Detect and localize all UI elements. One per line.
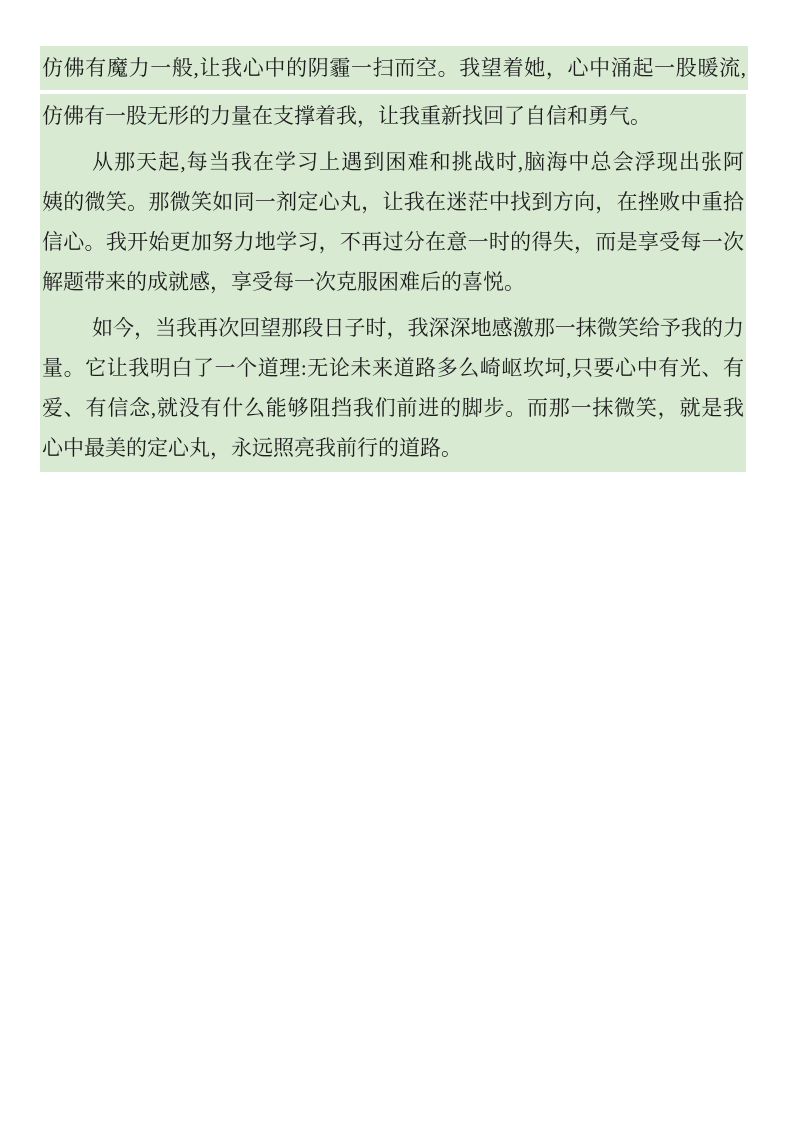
text-line: 姨的微笑。那微笑如同一剂定心丸，让我在迷茫中找到方向，在挫败中重拾 — [42, 190, 744, 214]
highlighted-line-paragraph1-line1: 仿佛有魔力一般,让我心中的阴霾一扫而空。我望着她，心中涌起一股暖流, — [40, 46, 748, 90]
text-line: 从那天起,每当我在学习上遇到困难和挑战时,脑海中总会浮现出张阿 — [92, 150, 744, 174]
essay-text-area — [40, 46, 748, 472]
paragraph-3 — [40, 308, 746, 468]
text-line: 解题带来的成就感，享受每一次克服困难后的喜悦。 — [42, 270, 525, 294]
text-line: 如今，当我再次回望那段日子时，我深深地感激那一抹微笑给予我的力 — [92, 316, 744, 340]
paragraph-1-continuation — [40, 96, 746, 136]
paragraph-2 — [40, 142, 746, 302]
text-line: 仿佛有一股无形的力量在支撑着我，让我重新找回了自信和勇气。 — [42, 104, 651, 128]
text-line: 爱、有信念,就没有什么能够阻挡我们前进的脚步。而那一抹微笑，就是我 — [42, 396, 744, 420]
text-line: 心中最美的定心丸，永远照亮我前行的道路。 — [42, 436, 462, 460]
highlighted-text-block — [40, 94, 746, 472]
text-line: 量。它让我明白了一个道理:无论未来道路多么崎岖坎坷,只要心中有光、有 — [42, 356, 744, 380]
text-line: 信心。我开始更加努力地学习，不再过分在意一时的得失，而是享受每一次 — [42, 230, 744, 254]
